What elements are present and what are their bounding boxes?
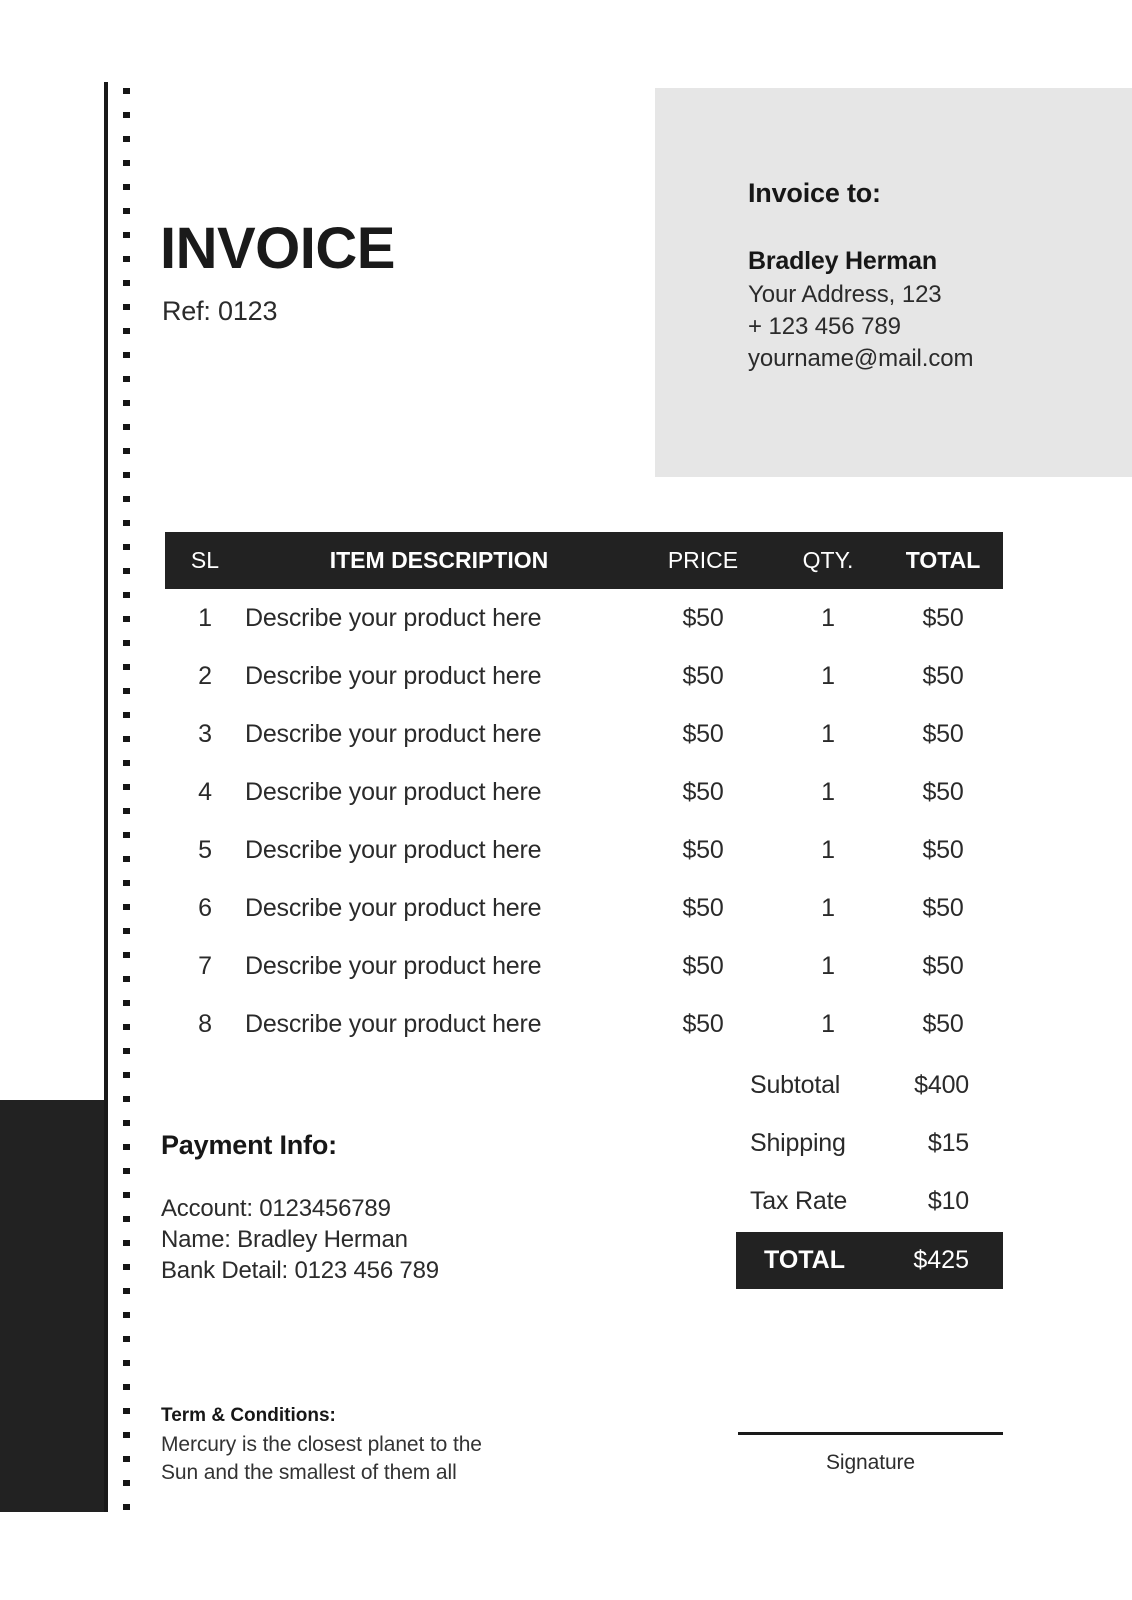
- cell-total: $50: [922, 777, 964, 806]
- table-row: [165, 705, 1003, 763]
- table-row: [165, 647, 1003, 705]
- table-row: [165, 879, 1003, 937]
- cell-total: $50: [922, 893, 964, 922]
- recipient-panel-content: [748, 178, 1112, 377]
- cell-qty: 1: [821, 835, 835, 864]
- cell-description: Describe your product here: [245, 719, 542, 748]
- line-items-table-wrapper: [165, 532, 1003, 1053]
- payment-info-block: [161, 1130, 591, 1288]
- table-row: [165, 763, 1003, 821]
- cell-sl: 8: [198, 1009, 212, 1038]
- cell-total: $50: [922, 1009, 964, 1038]
- cell-total: $50: [922, 951, 964, 980]
- line-items-table-head: [165, 532, 1003, 589]
- recipient-email: yourname@mail.com: [748, 345, 974, 372]
- cell-description: Describe your product here: [245, 893, 542, 922]
- cell-price: $50: [682, 719, 724, 748]
- payment-info-heading: Payment Info:: [161, 1130, 337, 1160]
- cell-sl: 5: [198, 835, 212, 864]
- cell-total: $50: [922, 603, 964, 632]
- table-row: [165, 995, 1003, 1053]
- summary-row-shipping: [736, 1114, 1003, 1172]
- payment-account: Account: 0123456789: [161, 1195, 391, 1222]
- signature-rule: [738, 1432, 1003, 1435]
- tax-rate-value: $10: [927, 1186, 969, 1215]
- summary-row-total: [736, 1232, 1003, 1289]
- cell-price: $50: [682, 777, 724, 806]
- dotted-perforation-line: [123, 88, 130, 1513]
- subtotal-value: $400: [914, 1070, 969, 1099]
- cell-price: $50: [682, 1009, 724, 1038]
- cell-price: $50: [682, 893, 724, 922]
- cell-description: Describe your product here: [245, 835, 542, 864]
- cell-description: Describe your product here: [245, 777, 542, 806]
- line-items-table: [165, 532, 1003, 1053]
- recipient-panel: [655, 88, 1132, 477]
- column-header-price: PRICE: [633, 532, 773, 589]
- signature-label: Signature: [826, 1451, 915, 1474]
- column-header-total: TOTAL: [883, 532, 1003, 589]
- grand-total-label: TOTAL: [764, 1246, 846, 1274]
- cell-qty: 1: [821, 951, 835, 980]
- invoice-reference: Ref: 0123: [162, 296, 278, 326]
- summary-row-tax: [736, 1172, 1003, 1230]
- invoice-to-heading: Invoice to:: [748, 178, 881, 208]
- terms-line-1: Mercury is the closest planet to the: [161, 1433, 482, 1456]
- table-row: [165, 821, 1003, 879]
- payment-name: Name: Bradley Herman: [161, 1226, 408, 1253]
- shipping-value: $15: [927, 1128, 969, 1157]
- cell-qty: 1: [821, 777, 835, 806]
- cell-sl: 7: [198, 951, 212, 980]
- terms-and-conditions-block: [161, 1405, 581, 1486]
- left-vertical-rule: [104, 82, 108, 1512]
- cell-sl: 4: [198, 777, 212, 806]
- table-row: [165, 589, 1003, 647]
- recipient-phone: + 123 456 789: [748, 313, 901, 340]
- subtotal-label: Subtotal: [750, 1070, 841, 1099]
- column-header-description: ITEM DESCRIPTION: [245, 532, 633, 589]
- table-header-row: [165, 532, 1003, 589]
- cell-total: $50: [922, 661, 964, 690]
- cell-description: Describe your product here: [245, 1009, 542, 1038]
- cell-description: Describe your product here: [245, 603, 542, 632]
- cell-qty: 1: [821, 661, 835, 690]
- cell-total: $50: [922, 835, 964, 864]
- cell-qty: 1: [821, 719, 835, 748]
- cell-description: Describe your product here: [245, 661, 542, 690]
- terms-heading: Term & Conditions:: [161, 1405, 336, 1426]
- cell-qty: 1: [821, 893, 835, 922]
- payment-bank-detail: Bank Detail: 0123 456 789: [161, 1257, 439, 1284]
- cell-description: Describe your product here: [245, 951, 542, 980]
- summary-row-subtotal: [736, 1056, 1003, 1114]
- cell-price: $50: [682, 603, 724, 632]
- line-items-table-body: [165, 589, 1003, 1053]
- page-title: INVOICE: [160, 216, 395, 281]
- cell-price: $50: [682, 835, 724, 864]
- cell-price: $50: [682, 951, 724, 980]
- column-header-qty: QTY.: [773, 532, 883, 589]
- cell-sl: 6: [198, 893, 212, 922]
- cell-qty: 1: [821, 1009, 835, 1038]
- cell-total: $50: [922, 719, 964, 748]
- recipient-name: Bradley Herman: [748, 247, 937, 275]
- left-black-accent-block: [0, 1100, 107, 1512]
- cell-price: $50: [682, 661, 724, 690]
- recipient-address: Your Address, 123: [748, 281, 942, 308]
- table-row: [165, 937, 1003, 995]
- grand-total-value: $425: [913, 1246, 969, 1274]
- cell-qty: 1: [821, 603, 835, 632]
- column-header-sl: SL: [165, 532, 245, 589]
- terms-line-2: Sun and the smallest of them all: [161, 1460, 457, 1484]
- signature-block: [738, 1432, 1003, 1475]
- cell-sl: 1: [198, 603, 212, 632]
- cell-sl: 2: [198, 661, 212, 690]
- shipping-label: Shipping: [750, 1128, 846, 1157]
- cell-sl: 3: [198, 719, 212, 748]
- summary-panel: [736, 1056, 1003, 1289]
- tax-rate-label: Tax Rate: [750, 1186, 848, 1215]
